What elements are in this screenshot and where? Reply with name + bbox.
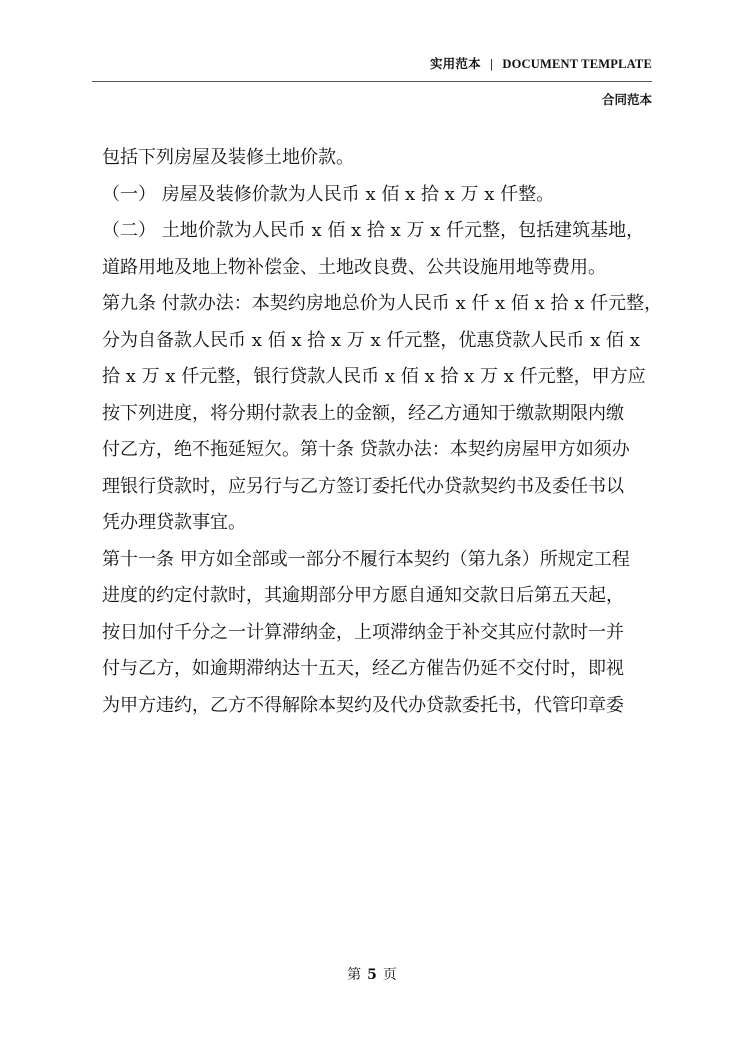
body-line: 付乙方，绝不拖延短欠。第十条 贷款办法：本契约房屋甲方如须办 (102, 439, 630, 460)
footer-suffix: 页 (382, 967, 397, 983)
body-line: 付与乙方，如逾期滞纳达十五天，经乙方催告仍延不交付时，即视 (102, 658, 624, 679)
page-number: 5 (367, 967, 377, 983)
body-line: 第九条 付款办法：本契约房地总价为人民币 x 仟 x 佰 x 拾 x 仟元整， (102, 293, 663, 314)
body-line: 进度的约定付款时，其逾期部分甲方愿自通知交款日后第五天起， (102, 585, 624, 606)
body-line: 按下列进度，将分期付款表上的金额，经乙方通知于缴款期限内缴 (102, 402, 624, 424)
body-line: 包括下列房屋及装修土地价款。 (102, 147, 354, 168)
body-line: （二） 土地价款为人民币 x 佰 x 拾 x 万 x 仟元整，包括建筑基地， (102, 220, 645, 241)
header-separator: | (490, 57, 494, 71)
header-subtitle: 合同范本 (601, 92, 652, 107)
header-divider (92, 81, 652, 82)
body-line: 分为自备款人民币 x 佰 x 拾 x 万 x 仟元整，优惠贷款人民币 x 佰 x (102, 329, 640, 351)
body-line: 理银行贷款时，应另行与乙方签订委托代办贷款契约书及委任书以 (102, 475, 624, 497)
header-right-label: DOCUMENT TEMPLATE (502, 57, 652, 71)
footer-prefix: 第 (347, 967, 362, 983)
body-line: 凭办理贷款事宜。 (102, 512, 246, 533)
body-line: 道路用地及地上物补偿金、土地改良费、公共设施用地等费用。 (102, 256, 606, 278)
body-line: 为甲方违约，乙方不得解除本契约及代办贷款委托书，代管印章委 (102, 694, 624, 716)
body-line: （一） 房屋及装修价款为人民币 x 佰 x 拾 x 万 x 仟整。 (102, 183, 555, 205)
page-footer (0, 964, 744, 984)
header-left-label: 实用范本 (429, 57, 481, 71)
document-body (102, 140, 663, 724)
body-line: 按日加付千分之一计算滞纳金，上项滞纳金于补交其应付款时一并 (102, 621, 624, 643)
body-line: 第十一条 甲方如全部或一部分不履行本契约（第九条）所规定工程 (102, 548, 630, 570)
header-title (430, 54, 652, 72)
body-line: 拾 x 万 x 仟元整，银行贷款人民币 x 佰 x 拾 x 万 x 仟元整，甲方应 (102, 366, 646, 387)
